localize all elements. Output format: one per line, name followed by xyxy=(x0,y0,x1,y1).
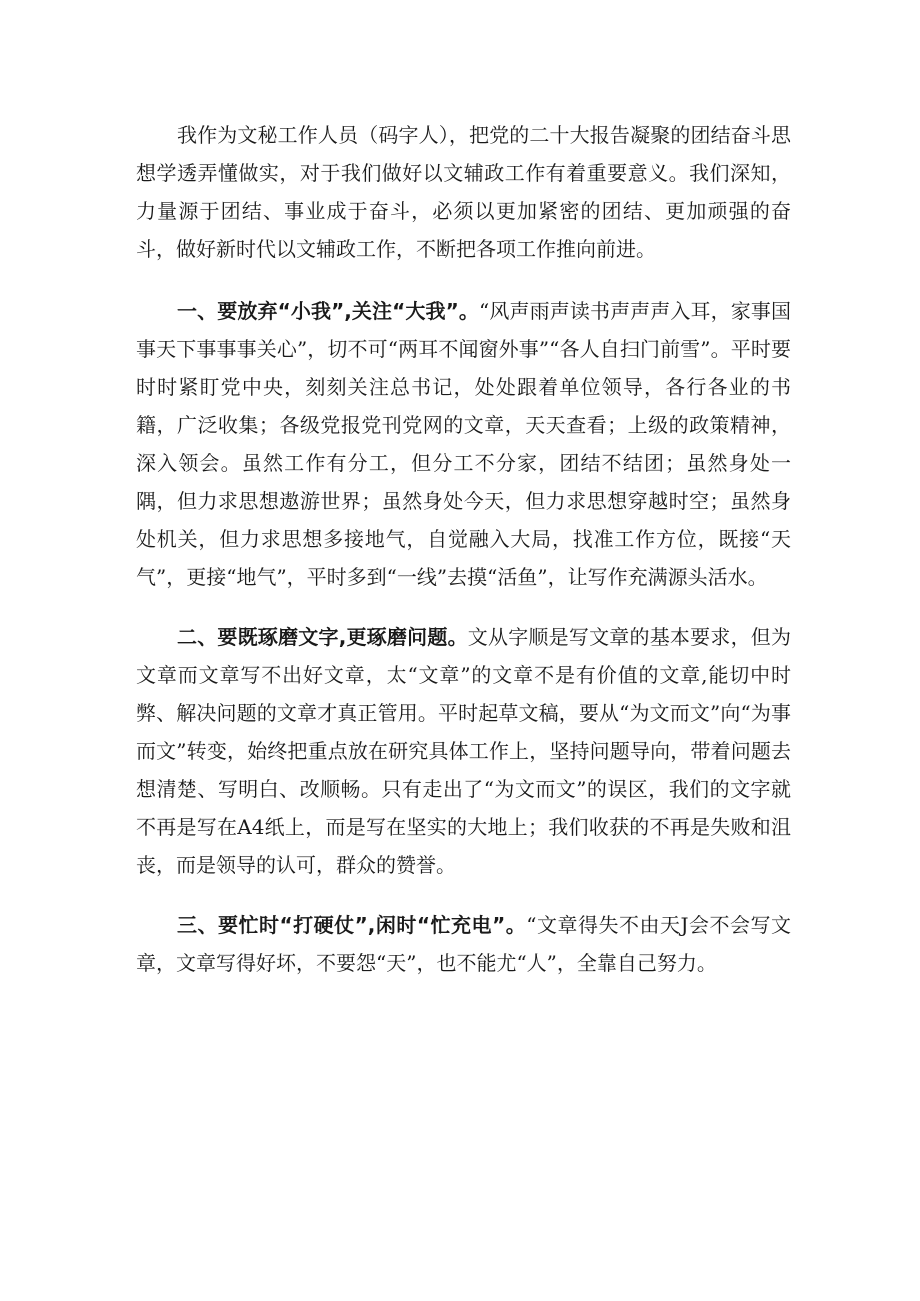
section-3-heading: 三、要忙时“打硬仗”,闲时“忙充电”。 xyxy=(177,913,527,937)
paragraph-intro-text: 我作为文秘工作人员（码字人），把党的二十大报告凝聚的团结奋斗思想学透弄懂做实，对于我们做好以文辅政工作有着重要意义。我们深知，力量源于团结、事业成于奋斗，必须以更加紧密的团结、更加顽强的奋斗，做好新时代以文辅政工作，不断把各项工作推向前进。 xyxy=(136,123,791,261)
document-body xyxy=(136,116,791,982)
section-2-heading: 二、要既琢磨文字,更琢磨问题。 xyxy=(177,625,468,649)
paragraph-intro xyxy=(136,116,791,268)
section-1-text: “风声雨声读书声声声入耳，家事国事天下事事事关心”，切不可“两耳不闻窗外事”“各人自扫门前雪”。平时要时时紧盯党中央，刻刻关注总书记，处处跟着单位领导，各行各业的书籍，广泛收集；各级党报党刊党网的文章，天天查看；上级的政策精神，深入领会。虽然工作有分工，但分工不分家，团结不结团；虽然身处一隅，但力求思想遨游世界；虽然身处今天，但力求思想穿越时空；虽然身处机关，但力求思想多接地气，自觉融入大局，找准工作方位，既接“天气”，更接“地气”，平时多到“一线”去摸“活鱼”，让写作充满源头活水。 xyxy=(136,299,791,589)
paragraph-section-3 xyxy=(136,906,791,982)
section-2-text: 文从字顺是写文章的基本要求，但为文章而文章写不出好文章，太“文章”的文章不是有价值的文章,能切中时弊、解决问题的文章才真正管用。平时起草文稿，要从“为文而文”向“为事而文”转变，始终把重点放在研究具体工作上，坚持问题导向，带着问题去想清楚、写明白、改顺畅。只有走出了“为文而文”的误区，我们的文字就不再是写在A4纸上，而是写在坚实的大地上；我们收获的不再是失败和沮丧，而是领导的认可，群众的赞誉。 xyxy=(136,625,791,877)
section-1-heading: 一、要放弃“小我”,关注“大我”。 xyxy=(177,299,480,323)
paragraph-section-1 xyxy=(136,292,791,596)
paragraph-section-2 xyxy=(136,618,791,884)
section-3-text: “文章得失不由天J会不会写文章，文章写得好坏，不要怨“天”，也不能尤“人”，全靠自己努力。 xyxy=(136,913,791,975)
